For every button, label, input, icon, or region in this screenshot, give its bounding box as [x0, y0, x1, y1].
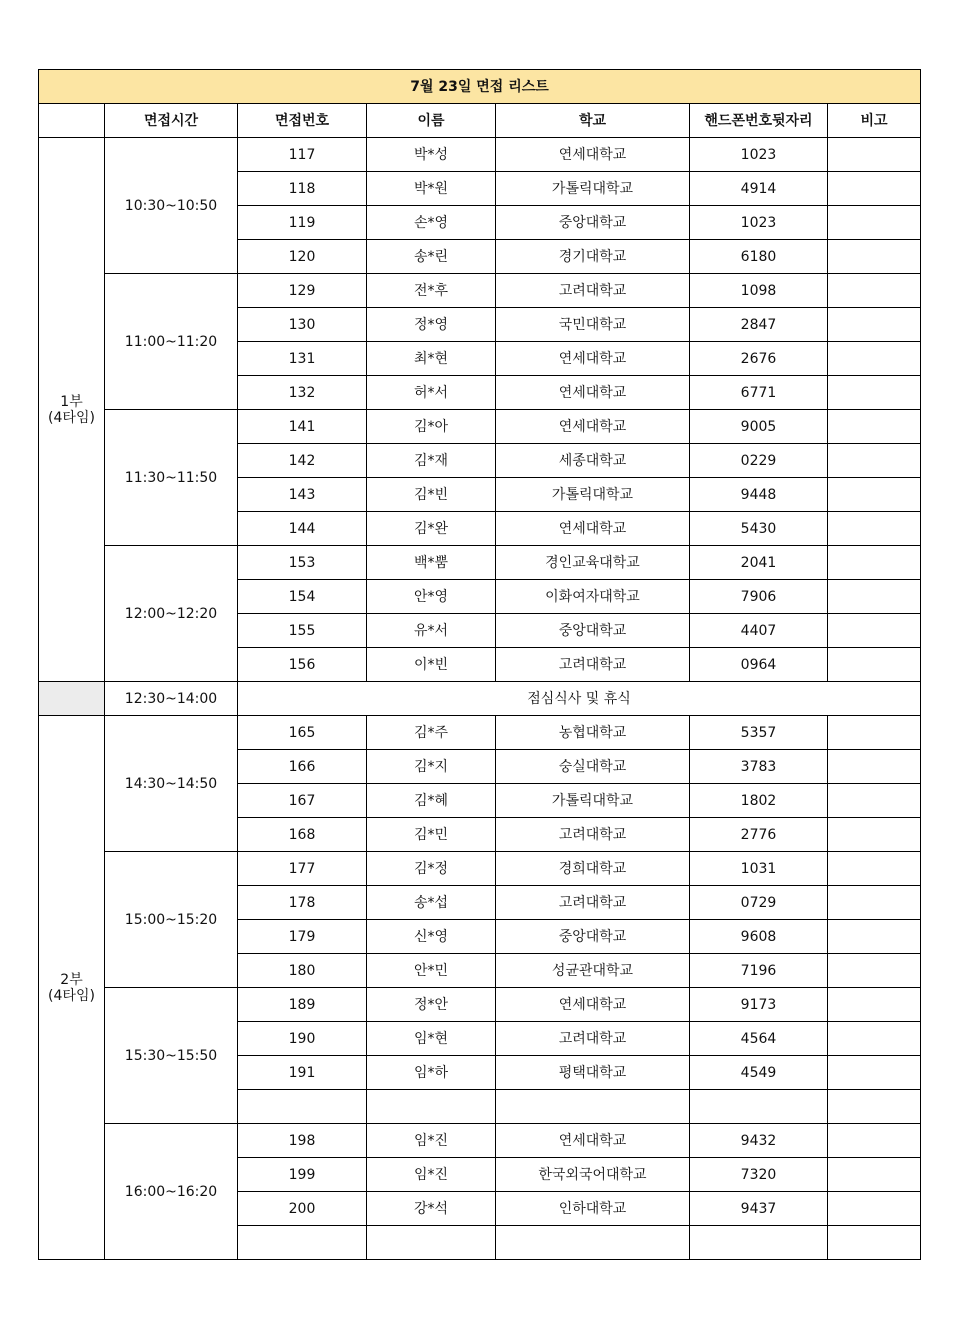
name-cell: 김*주 [367, 716, 496, 750]
interview-number-cell: 153 [238, 546, 367, 580]
phone-cell: 9437 [690, 1192, 828, 1226]
time-slot: 16:00~16:20 [105, 1124, 238, 1260]
name-cell: 송*섭 [367, 886, 496, 920]
interview-schedule-table [38, 69, 921, 1260]
note-cell [828, 784, 921, 818]
table-row [39, 546, 921, 580]
school-cell: 성균관대학교 [496, 954, 690, 988]
note-cell [828, 512, 921, 546]
school-cell: 연세대학교 [496, 138, 690, 172]
note-cell [828, 988, 921, 1022]
time-slot: 14:30~14:50 [105, 716, 238, 852]
name-cell: 송*린 [367, 240, 496, 274]
phone-cell: 0229 [690, 444, 828, 478]
name-cell: 유*서 [367, 614, 496, 648]
time-slot: 10:30~10:50 [105, 138, 238, 274]
phone-cell: 7906 [690, 580, 828, 614]
interview-number-cell: 144 [238, 512, 367, 546]
table-row [39, 716, 921, 750]
phone-cell: 3783 [690, 750, 828, 784]
phone-cell: 1098 [690, 274, 828, 308]
name-cell: 전*후 [367, 274, 496, 308]
name-cell: 백*뿜 [367, 546, 496, 580]
note-cell [828, 342, 921, 376]
phone-cell: 4564 [690, 1022, 828, 1056]
interview-number-cell: 180 [238, 954, 367, 988]
name-cell: 안*민 [367, 954, 496, 988]
name-cell: 김*혜 [367, 784, 496, 818]
school-cell: 국민대학교 [496, 308, 690, 342]
header-row [39, 104, 921, 138]
session-label-line2: (4타임) [48, 987, 95, 1004]
interview-number-cell: 199 [238, 1158, 367, 1192]
note-cell [828, 172, 921, 206]
phone-cell: 5430 [690, 512, 828, 546]
name-cell: 손*영 [367, 206, 496, 240]
interview-number-cell: 177 [238, 852, 367, 886]
time-slot: 11:30~11:50 [105, 410, 238, 546]
school-cell: 연세대학교 [496, 376, 690, 410]
phone-cell: 9608 [690, 920, 828, 954]
name-cell: 김*빈 [367, 478, 496, 512]
interview-number-cell: 198 [238, 1124, 367, 1158]
phone-cell: 6180 [690, 240, 828, 274]
session-label-line2: (4타임) [48, 409, 95, 426]
interview-number-cell: 118 [238, 172, 367, 206]
note-cell [828, 818, 921, 852]
school-cell: 중앙대학교 [496, 614, 690, 648]
header-note: 비고 [828, 104, 921, 138]
header-phone-last-digits: 핸드폰번호뒷자리 [690, 104, 828, 138]
time-slot: 11:00~11:20 [105, 274, 238, 410]
note-cell [828, 308, 921, 342]
name-cell: 김*지 [367, 750, 496, 784]
interview-number-cell: 130 [238, 308, 367, 342]
phone-cell: 4549 [690, 1056, 828, 1090]
school-cell [496, 1226, 690, 1260]
name-cell: 안*영 [367, 580, 496, 614]
interview-number-cell: 178 [238, 886, 367, 920]
note-cell [828, 1226, 921, 1260]
school-cell: 세종대학교 [496, 444, 690, 478]
interview-number-cell: 179 [238, 920, 367, 954]
school-cell: 이화여자대학교 [496, 580, 690, 614]
name-cell: 정*영 [367, 308, 496, 342]
phone-cell [690, 1226, 828, 1260]
interview-number-cell: 119 [238, 206, 367, 240]
note-cell [828, 716, 921, 750]
table-row [39, 274, 921, 308]
interview-number-cell: 141 [238, 410, 367, 444]
school-cell: 고려대학교 [496, 1022, 690, 1056]
name-cell: 임*하 [367, 1056, 496, 1090]
table-row [39, 410, 921, 444]
interview-number-cell: 166 [238, 750, 367, 784]
header-name: 이름 [367, 104, 496, 138]
note-cell [828, 1158, 921, 1192]
school-cell: 연세대학교 [496, 988, 690, 1022]
school-cell: 인하대학교 [496, 1192, 690, 1226]
interview-number-cell: 200 [238, 1192, 367, 1226]
table-row [39, 988, 921, 1022]
phone-cell: 1031 [690, 852, 828, 886]
note-cell [828, 410, 921, 444]
interview-number-cell [238, 1226, 367, 1260]
table-row [39, 1124, 921, 1158]
interview-number-cell: 142 [238, 444, 367, 478]
name-cell: 허*서 [367, 376, 496, 410]
interview-number-cell: 155 [238, 614, 367, 648]
phone-cell: 9173 [690, 988, 828, 1022]
phone-cell: 4407 [690, 614, 828, 648]
note-cell [828, 1090, 921, 1124]
name-cell: 신*영 [367, 920, 496, 954]
phone-cell: 2776 [690, 818, 828, 852]
name-cell: 이*빈 [367, 648, 496, 682]
school-cell: 한국외국어대학교 [496, 1158, 690, 1192]
phone-cell: 9005 [690, 410, 828, 444]
school-cell: 중앙대학교 [496, 920, 690, 954]
name-cell: 임*진 [367, 1124, 496, 1158]
phone-cell: 1802 [690, 784, 828, 818]
header-interview-time: 면접시간 [105, 104, 238, 138]
name-cell [367, 1226, 496, 1260]
header-session [39, 104, 105, 138]
note-cell [828, 750, 921, 784]
phone-cell: 4914 [690, 172, 828, 206]
note-cell [828, 1022, 921, 1056]
time-slot: 15:00~15:20 [105, 852, 238, 988]
note-cell [828, 376, 921, 410]
school-cell: 연세대학교 [496, 342, 690, 376]
table-row [39, 138, 921, 172]
school-cell: 농협대학교 [496, 716, 690, 750]
title-row [39, 70, 921, 104]
school-cell: 평택대학교 [496, 1056, 690, 1090]
note-cell [828, 648, 921, 682]
name-cell: 김*완 [367, 512, 496, 546]
note-cell [828, 580, 921, 614]
interview-number-cell: 191 [238, 1056, 367, 1090]
note-cell [828, 1056, 921, 1090]
interview-number-cell: 143 [238, 478, 367, 512]
phone-cell: 7320 [690, 1158, 828, 1192]
school-cell: 고려대학교 [496, 818, 690, 852]
note-cell [828, 1192, 921, 1226]
lunch-time: 12:30~14:00 [105, 682, 238, 716]
phone-cell: 6771 [690, 376, 828, 410]
note-cell [828, 206, 921, 240]
name-cell: 김*재 [367, 444, 496, 478]
interview-number-cell: 129 [238, 274, 367, 308]
phone-cell: 2847 [690, 308, 828, 342]
note-cell [828, 546, 921, 580]
lunch-label: 점심식사 및 휴식 [238, 682, 921, 716]
interview-number-cell: 167 [238, 784, 367, 818]
session-label [39, 138, 105, 682]
school-cell: 고려대학교 [496, 886, 690, 920]
phone-cell: 2676 [690, 342, 828, 376]
interview-number-cell: 120 [238, 240, 367, 274]
interview-number-cell: 156 [238, 648, 367, 682]
note-cell [828, 614, 921, 648]
interview-number-cell [238, 1090, 367, 1124]
school-cell: 숭실대학교 [496, 750, 690, 784]
phone-cell: 7196 [690, 954, 828, 988]
name-cell: 정*안 [367, 988, 496, 1022]
name-cell: 김*아 [367, 410, 496, 444]
school-cell: 가톨릭대학교 [496, 784, 690, 818]
school-cell: 경인교육대학교 [496, 546, 690, 580]
note-cell [828, 138, 921, 172]
note-cell [828, 920, 921, 954]
name-cell: 김*민 [367, 818, 496, 852]
name-cell: 박*성 [367, 138, 496, 172]
session-label [39, 716, 105, 1260]
interview-number-cell: 190 [238, 1022, 367, 1056]
interview-number-cell: 168 [238, 818, 367, 852]
table-row [39, 852, 921, 886]
school-cell: 중앙대학교 [496, 206, 690, 240]
interview-number-cell: 154 [238, 580, 367, 614]
interview-number-cell: 131 [238, 342, 367, 376]
time-slot: 15:30~15:50 [105, 988, 238, 1124]
school-cell: 고려대학교 [496, 274, 690, 308]
name-cell: 임*현 [367, 1022, 496, 1056]
phone-cell: 5357 [690, 716, 828, 750]
header-interview-number: 면접번호 [238, 104, 367, 138]
sheet-title: 7월 23일 면접 리스트 [39, 70, 921, 104]
name-cell: 최*현 [367, 342, 496, 376]
school-cell: 경기대학교 [496, 240, 690, 274]
interview-number-cell: 132 [238, 376, 367, 410]
school-cell: 가톨릭대학교 [496, 172, 690, 206]
school-cell [496, 1090, 690, 1124]
lunch-blank-cell [39, 682, 105, 716]
phone-cell [690, 1090, 828, 1124]
note-cell [828, 274, 921, 308]
phone-cell: 0729 [690, 886, 828, 920]
time-slot: 12:00~12:20 [105, 546, 238, 682]
note-cell [828, 240, 921, 274]
note-cell [828, 886, 921, 920]
note-cell [828, 444, 921, 478]
interview-number-cell: 165 [238, 716, 367, 750]
school-cell: 고려대학교 [496, 648, 690, 682]
session-label-line1: 1부 [60, 393, 83, 410]
school-cell: 가톨릭대학교 [496, 478, 690, 512]
note-cell [828, 478, 921, 512]
note-cell [828, 852, 921, 886]
interview-number-cell: 189 [238, 988, 367, 1022]
school-cell: 연세대학교 [496, 410, 690, 444]
phone-cell: 9432 [690, 1124, 828, 1158]
name-cell: 김*정 [367, 852, 496, 886]
name-cell [367, 1090, 496, 1124]
phone-cell: 0964 [690, 648, 828, 682]
header-school: 학교 [496, 104, 690, 138]
school-cell: 경희대학교 [496, 852, 690, 886]
school-cell: 연세대학교 [496, 1124, 690, 1158]
phone-cell: 2041 [690, 546, 828, 580]
name-cell: 임*진 [367, 1158, 496, 1192]
lunch-row [39, 682, 921, 716]
note-cell [828, 954, 921, 988]
name-cell: 박*원 [367, 172, 496, 206]
phone-cell: 9448 [690, 478, 828, 512]
school-cell: 연세대학교 [496, 512, 690, 546]
interview-number-cell: 117 [238, 138, 367, 172]
name-cell: 강*석 [367, 1192, 496, 1226]
note-cell [828, 1124, 921, 1158]
session-label-line1: 2부 [60, 971, 83, 988]
phone-cell: 1023 [690, 206, 828, 240]
phone-cell: 1023 [690, 138, 828, 172]
